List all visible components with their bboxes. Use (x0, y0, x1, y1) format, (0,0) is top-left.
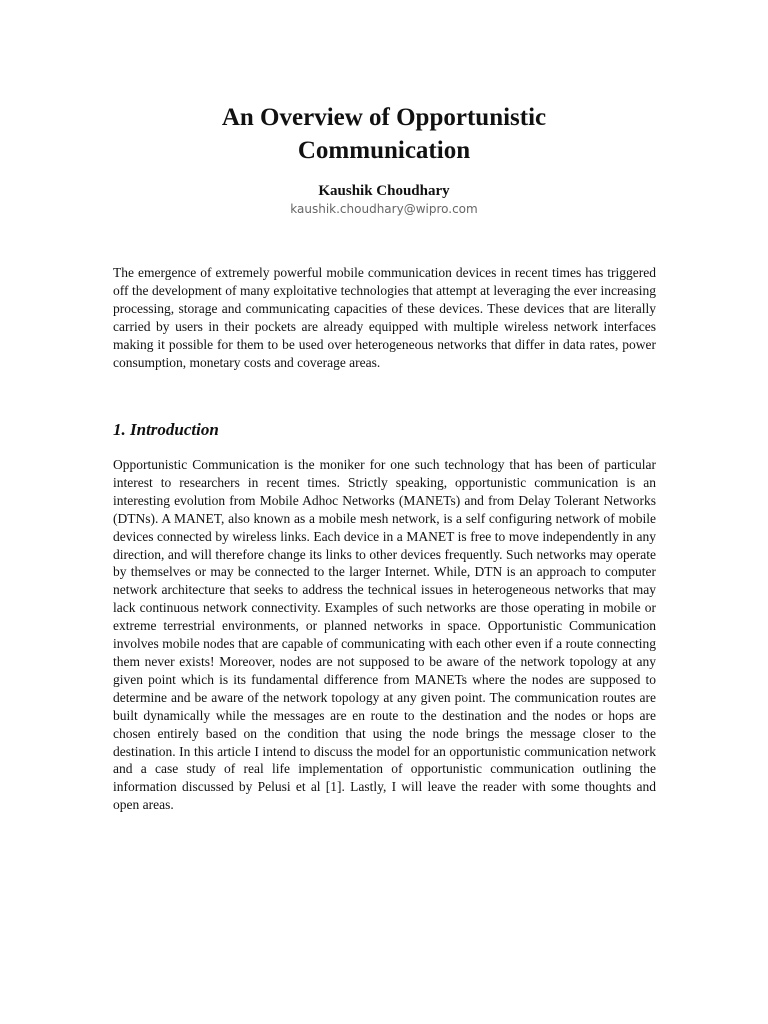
paper-title (0, 101, 768, 167)
introduction-paragraph: Opportunistic Communication is the moniker for one such technology that has been of particular interest to researchers in recent times. Strictly speaking, opportunistic communication is an interesting evolution from Mobile Adhoc Networks (MANETs) and from Delay Tolerant Networks (DTNs). A MANET, also known as a mobile mesh network, is a self configuring network of mobile devices connected by wireless links. Each device in a MANET is free to move independently in any direction, and will therefore change its links to other devices frequently. Such networks may operate by themselves or may be connected to the larger Internet. While, DTN is an approach to computer network architecture that seeks to address the technical issues in heterogeneous networks that may lack continuous network connectivity. Examples of such networks are those operating in mobile or extreme terrestrial environments, or planned networks in space. Opportunistic Communication involves mobile nodes that are capable of communicating with each other even if a route connecting them never exists! Moreover, nodes are not supposed to be aware of the network topology at any given point which is its fundamental difference from MANETs where the nodes are supposed to determine and be aware of the network topology at any given point. The communication routes are built dynamically while the messages are en route to the destination and the nodes or hops are chosen entirely based on the condition that using the node brings the message closer to the destination. In this article I intend to discuss the model for an opportunistic communication network and a case study of real life implementation of opportunistic communication outlining the information discussed by Pelusi et al [1]. Lastly, I will leave the reader with some thoughts and open areas. (113, 457, 656, 813)
author-email: kaushik.choudhary@wipro.com (290, 202, 478, 216)
section-heading-introduction: 1. Introduction (113, 420, 219, 439)
paper-title-line-1: An Overview of Opportunistic (221, 104, 547, 131)
paper-title-line-2: Communication (297, 137, 471, 164)
abstract-paragraph: The emergence of extremely powerful mobile communication devices in recent times has triggered off the development of many exploitative technologies that attempt at leveraging the ever increasing processing, storage and communicating capacities of these devices. These devices that are literally carried by users in their pockets are already equipped with multiple wireless network interfaces making it possible for them to be used over heterogeneous networks that differ in data rates, power consumption, monetary costs and coverage areas. (113, 265, 656, 370)
author-name: Kaushik Choudhary (318, 183, 450, 199)
